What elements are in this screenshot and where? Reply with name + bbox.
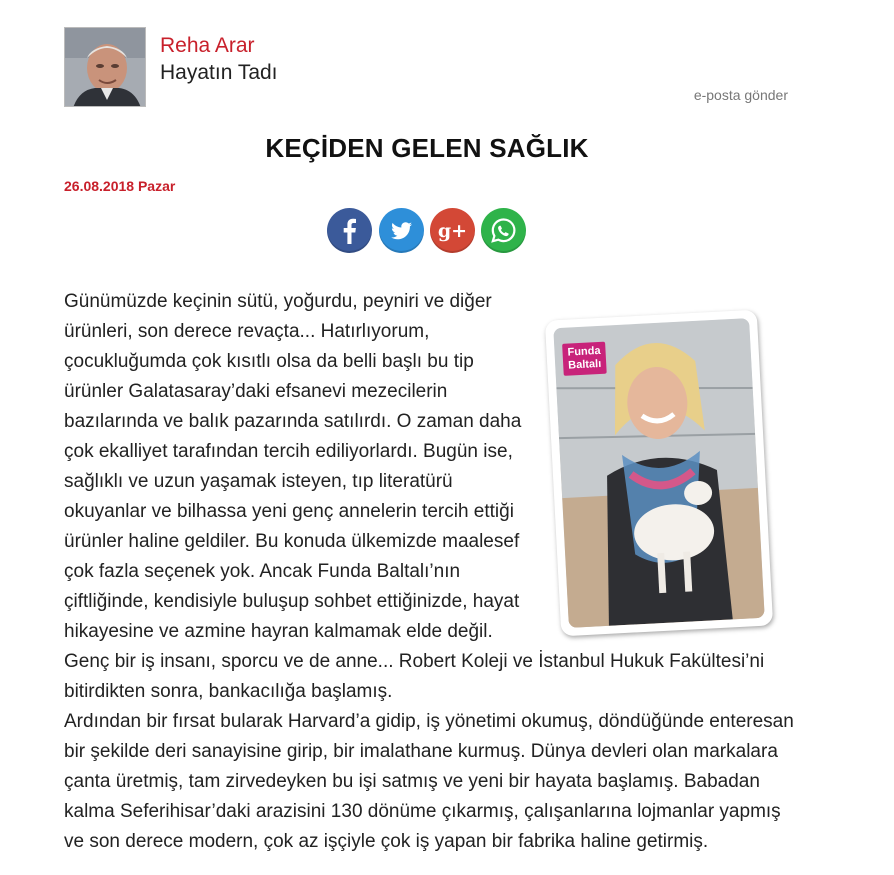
share-bar [327,208,527,254]
google-plus-icon [430,208,475,253]
photo-caption-tag [562,342,607,376]
facebook-icon [327,208,372,253]
photo-frame [553,318,764,628]
whatsapp-icon [481,208,526,253]
article-paragraph: Ardından bir fırsat bularak Harvard’a gidip, iş yönetimi okumuş, döndüğünde enteresan bir şekilde deri sanayisine girip, bir imalathane kurmuş. Dünya devleri olan markalara çanta üretmiş, tam zirvedeyken bu işi satmış ve yeni bir hayata başlamış. Babadan kalma Seferihisar’daki arazisini 130 dönüme çıkarmış, çalışanlarına lojmanlar yapmış ve son derece modern, çok az işçiyle çok iş yapan bir fabrika haline getirmiş. [64,711,794,852]
google-plus-share-button[interactable] [430,208,475,253]
article-photo[interactable] [545,310,773,637]
article-body [64,287,799,857]
twitter-icon [379,208,424,253]
facebook-share-button[interactable] [327,208,372,253]
column-name: Hayatın Tadı [160,61,278,84]
article-title: KEÇİDEN GELEN SAĞLIK [265,133,589,163]
email-link[interactable]: e-posta gönder [693,87,788,103]
author-portrait [65,28,146,107]
author-name[interactable]: Reha Arar [160,34,255,57]
svg-text:g+: g+ [437,220,468,242]
whatsapp-share-button[interactable] [481,208,526,253]
twitter-share-button[interactable] [379,208,424,253]
author-photo[interactable] [64,27,146,107]
article-paragraph: Günümüzde keçinin sütü, yoğurdu, peyniri ve diğer ürünleri, son derece revaçta... Hatırlıyorum, çocukluğumda çok kısıtlı olsa da belli başlı bu tip ürünler Galatasaray’daki efsanevi mezecilerin bazılarında ve balık pazarında satılırdı. O zaman daha çok ekalliyet tarafından tercih ediliyorlardı. Bugün ise, sağlıklı ve uzun yaşamak isteyen, tıp literatürü okuyanlar ve bilhassa yeni genç annelerin tercih ettiği ürünler haline geldiler. Bu konuda ülkemizde maalesef çok fazla seçenek yok. Ancak Funda Baltalı’nın çiftliğinde, kendisiyle buluşup sohbet ettiğinizde, hayat hikayesine ve azmine hayran kalmamak elde değil. Genç bir iş insanı, sporcu ve de anne... Robert Koleji ve İstanbul Hukuk Fakültesi’ni bitirdikten sonra, bankacılığa başlamış. [64,291,765,702]
photo-tag-first-name: Funda [567,344,601,359]
photo-tag-last-name: Baltalı [567,357,602,372]
article-date: 26.08.2018 Pazar [64,178,176,194]
